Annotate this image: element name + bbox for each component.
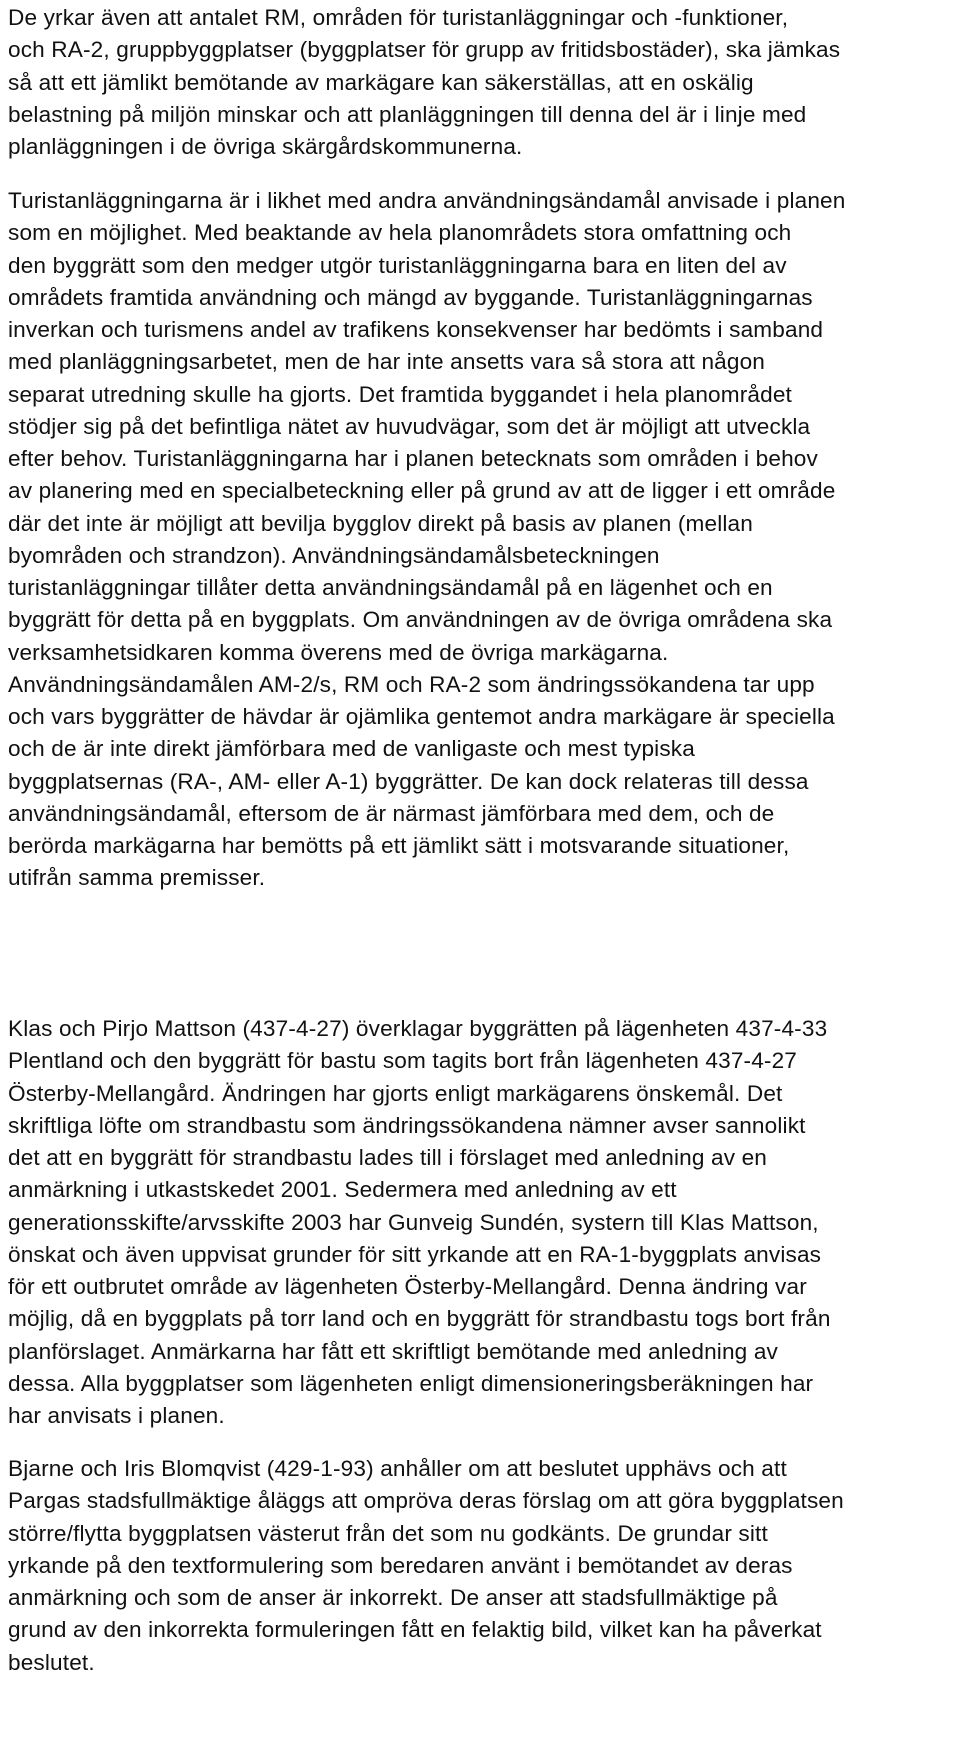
text-line: Pargas stadsfullmäktige åläggs att ompröva deras förslag om att göra byggplatsen (8, 1488, 844, 1513)
text-line: berörda markägarna har bemötts på ett jämlikt sätt i motsvarande situationer, (8, 833, 790, 858)
text-line: grund av den inkorrekta formuleringen fått en felaktig bild, vilket kan ha påverkat (8, 1617, 822, 1642)
text-line: beslutet. (8, 1650, 95, 1675)
text-line: utifrån samma premisser. (8, 865, 266, 890)
text-line: byggrätt för detta på en byggplats. Om användningen av de övriga områdena ska (8, 607, 833, 632)
text-line: Användningsändamålen AM-2/s, RM och RA-2 som ändringssökandena tar upp (8, 672, 815, 697)
text-line: Klas och Pirjo Mattson (437-4-27) överklagar byggrätten på lägenheten 437-4-33 (8, 1016, 828, 1041)
text-line: anmärkning i utkastskedet 2001. Sedermera med anledning av ett (8, 1177, 677, 1202)
text-line: så att ett jämlikt bemötande av markägare kan säkerställas, att en oskälig (8, 70, 754, 95)
text-line: det att en byggrätt för strandbastu lades till i förslaget med anledning av en (8, 1145, 768, 1170)
text-line: yrkande på den textformulering som beredaren använt i bemötandet av deras (8, 1553, 793, 1578)
text-line: Bjarne och Iris Blomqvist (429-1-93) anhåller om att beslutet upphävs och att (8, 1456, 787, 1481)
text-line: områdets framtida användning och mängd av byggande. Turistanläggningarnas (8, 285, 813, 310)
text-line: anmärkning och som de anser är inkorrekt. De anser att stadsfullmäktige på (8, 1585, 778, 1610)
text-line: möjlig, då en byggplats på torr land och en byggrätt för strandbastu togs bort från (8, 1306, 831, 1331)
text-line: önskat och även uppvisat grunder för sitt yrkande att en RA-1-byggplats anvisas (8, 1242, 822, 1267)
text-line: turistanläggningar tillåter detta användningsändamål på en lägenhet och en (8, 575, 773, 600)
text-line: och de är inte direkt jämförbara med de vanligaste och mest typiska (8, 736, 695, 761)
text-line: planförslaget. Anmärkarna har fått ett skriftligt bemötande med anledning av (8, 1339, 778, 1364)
text-line: dessa. Alla byggplatser som lägenheten enligt dimensioneringsberäkningen har (8, 1371, 814, 1396)
text-line: skriftliga löfte om strandbastu som ändringssökandena nämner avser sannolikt (8, 1113, 806, 1138)
text-line: och RA-2, gruppbyggplatser (byggplatser för grupp av fritidsbostäder), ska jämkas (8, 37, 841, 62)
text-line: byområden och strandzon). Användningsändamålsbeteckningen (8, 543, 660, 568)
text-line: som en möjlighet. Med beaktande av hela planområdets stora omfattning och (8, 220, 792, 245)
text-line: den byggrätt som den medger utgör turistanläggningarna bara en liten del av (8, 253, 787, 278)
text-line: Turistanläggningarna är i likhet med andra användningsändamål anvisade i planen (8, 188, 846, 213)
text-line: generationsskifte/arvsskifte 2003 har Gunveig Sundén, systern till Klas Mattson, (8, 1210, 819, 1235)
text-line: har anvisats i planen. (8, 1403, 225, 1428)
text-line: av planering med en specialbeteckning eller på grund av att de ligger i ett område (8, 478, 836, 503)
text-line: separat utredning skulle ha gjorts. Det framtida byggandet i hela planområdet (8, 382, 792, 407)
text-line: där det inte är möjligt att bevilja bygglov direkt på basis av planen (mellan (8, 511, 753, 536)
text-line: De yrkar även att antalet RM, områden för turistanläggningar och -funktioner, (8, 5, 789, 30)
text-line: stödjer sig på det befintliga nätet av huvudvägar, som det är möjligt att utveckla (8, 414, 811, 439)
text-line: och vars byggrätter de hävdar är ojämlika gentemot andra markägare är speciella (8, 704, 835, 729)
text-line: verksamhetsidkaren komma överens med de övriga markägarna. (8, 640, 669, 665)
text-line: efter behov. Turistanläggningarna har i planen betecknats som områden i behov (8, 446, 818, 471)
text-line: användningsändamål, eftersom de är närmast jämförbara med dem, och de (8, 801, 775, 826)
text-line: för ett outbrutet område av lägenheten Österby-Mellangård. Denna ändring var (8, 1274, 807, 1299)
text-line: Plentland och den byggrätt för bastu som tagits bort från lägenheten 437-4-27 (8, 1048, 798, 1073)
text-line: större/flytta byggplatsen västerut från det som nu godkänts. De grundar sitt (8, 1521, 768, 1546)
text-line: belastning på miljön minskar och att planläggningen till denna del är i linje med (8, 102, 807, 127)
text-line: inverkan och turismens andel av trafikens konsekvenser har bedömts i samband (8, 317, 824, 342)
text-line: Österby-Mellangård. Ändringen har gjorts enligt markägarens önskemål. Det (8, 1081, 783, 1106)
text-line: med planläggningsarbetet, men de har inte ansetts vara så stora att någon (8, 349, 766, 374)
text-line: byggplatsernas (RA-, AM- eller A-1) byggrätter. De kan dock relateras till dessa (8, 769, 809, 794)
text-line: planläggningen i de övriga skärgårdskommunerna. (8, 134, 523, 159)
